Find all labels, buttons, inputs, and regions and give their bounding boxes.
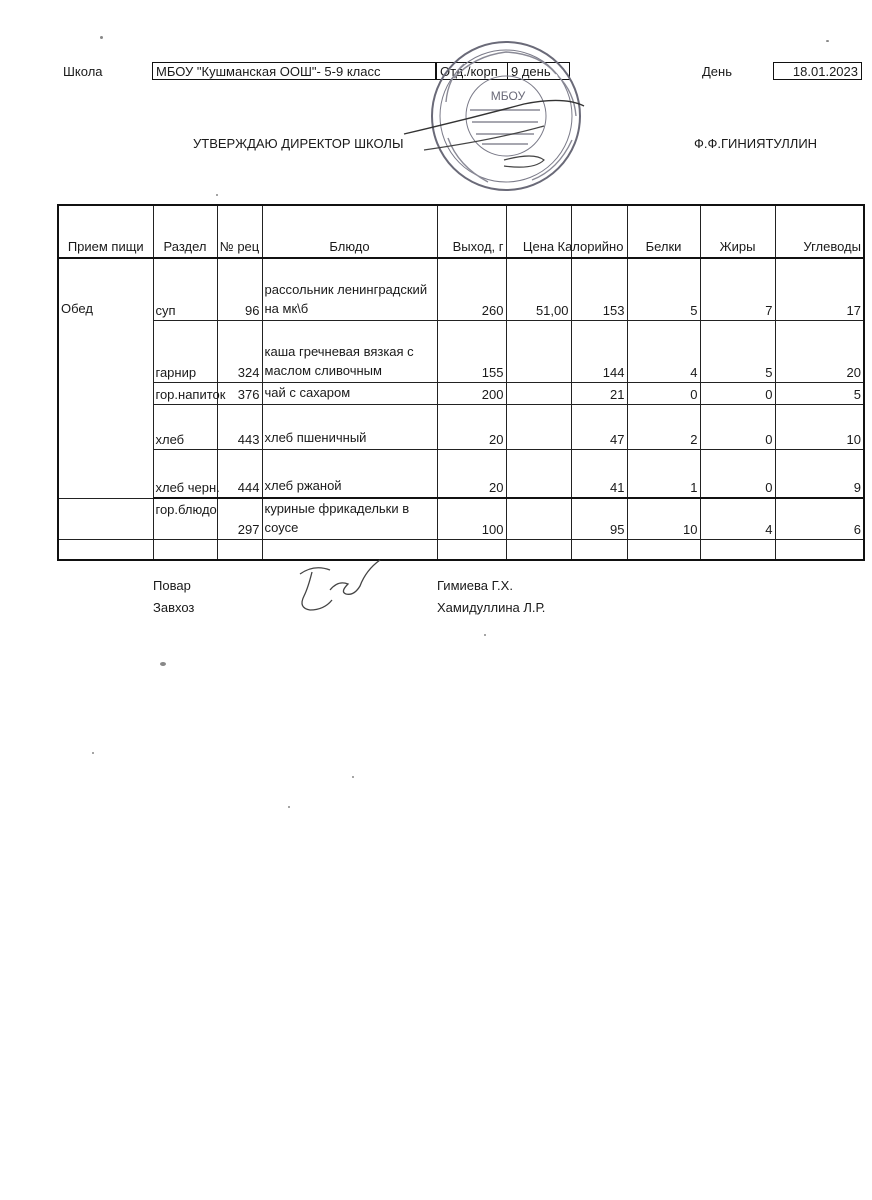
table-row: [58, 382, 864, 404]
yield-cell: 20: [437, 449, 506, 498]
recipe-cell: 324: [217, 320, 262, 382]
meal-cell: Обед: [58, 258, 153, 498]
menu-table: [57, 204, 865, 561]
date-field: 18.01.2023: [773, 62, 862, 80]
approval-text: УТВЕРЖДАЮ ДИРЕКТОР ШКОЛЫ: [193, 136, 404, 151]
fat-cell: 0: [700, 404, 775, 449]
header-recipe: № рец: [217, 205, 262, 258]
price-cell: [506, 404, 571, 449]
section-cell: суп: [153, 258, 217, 320]
price-cell: 51,00: [506, 258, 571, 320]
table-row: [58, 449, 864, 498]
price-cell: [506, 382, 571, 404]
fat-cell: 5: [700, 320, 775, 382]
scan-speck: [92, 752, 94, 754]
scan-speck: [826, 40, 829, 42]
dish-cell: чай с сахаром: [262, 382, 437, 404]
day-label: День: [702, 64, 732, 79]
header-protein: Белки: [627, 205, 700, 258]
meal-cell-empty: [58, 498, 153, 540]
section-cell: хлеб черн.: [153, 449, 217, 498]
table-row: [58, 320, 864, 382]
scan-speck: [352, 776, 354, 778]
cook-name: Гимиева Г.Х.: [437, 578, 513, 593]
fat-cell: 0: [700, 449, 775, 498]
dish-cell: рассольник ленинградский на мк\б: [262, 258, 437, 320]
fat-cell: 0: [700, 382, 775, 404]
section-cell: гор.напиток: [153, 382, 217, 404]
table-row: [58, 258, 864, 320]
protein-cell: 1: [627, 449, 700, 498]
school-stamp: [424, 38, 584, 198]
protein-cell: 2: [627, 404, 700, 449]
dish-cell: каша гречневая вязкая с маслом сливочным: [262, 320, 437, 382]
recipe-cell: 444: [217, 449, 262, 498]
table-row-empty: [58, 540, 864, 560]
section-cell: гарнир: [153, 320, 217, 382]
manager-label: Завхоз: [153, 600, 195, 615]
price-cell: [506, 449, 571, 498]
scan-speck: [216, 194, 218, 196]
yield-cell: 100: [437, 498, 506, 540]
header-section: Раздел: [153, 205, 217, 258]
carbs-cell: 9: [775, 449, 864, 498]
table-row: [58, 404, 864, 449]
yield-cell: 20: [437, 404, 506, 449]
protein-cell: 0: [627, 382, 700, 404]
yield-cell: 260: [437, 258, 506, 320]
manager-name: Хамидуллина Л.Р.: [437, 600, 546, 615]
cook-signature: [290, 560, 390, 612]
yield-cell: 200: [437, 382, 506, 404]
recipe-cell: 376: [217, 382, 262, 404]
stamp-center-text: МБОУ: [490, 89, 526, 103]
recipe-cell: 96: [217, 258, 262, 320]
recipe-cell: 297: [217, 498, 262, 540]
cook-label: Повар: [153, 578, 191, 593]
header-price: Цена: [506, 205, 571, 258]
dish-cell: куриные фрикадельки в соусе: [262, 498, 437, 540]
header-fat: Жиры: [700, 205, 775, 258]
dept-value: 9 день: [507, 63, 551, 79]
header-dish: Блюдо: [262, 205, 437, 258]
price-cell: [506, 320, 571, 382]
recipe-cell: 443: [217, 404, 262, 449]
fat-cell: 4: [700, 498, 775, 540]
header-meal: Прием пищи: [58, 205, 153, 258]
protein-cell: 4: [627, 320, 700, 382]
carbs-cell: 5: [775, 382, 864, 404]
calories-cell: 47: [571, 404, 627, 449]
calories-cell: 95: [571, 498, 627, 540]
protein-cell: 10: [627, 498, 700, 540]
director-name: Ф.Ф.ГИНИЯТУЛЛИН: [694, 136, 818, 151]
calories-cell: 144: [571, 320, 627, 382]
table-row: [58, 498, 864, 540]
price-cell: [506, 498, 571, 540]
carbs-cell: 20: [775, 320, 864, 382]
scan-speck: [100, 36, 103, 39]
calories-cell: 153: [571, 258, 627, 320]
dish-cell: хлеб пшеничный: [262, 404, 437, 449]
scan-speck: [160, 662, 166, 666]
scan-speck: [484, 634, 486, 636]
yield-cell: 155: [437, 320, 506, 382]
carbs-cell: 10: [775, 404, 864, 449]
header-yield: Выход, г: [437, 205, 506, 258]
table-header-row: [58, 205, 864, 258]
header-calories: Калорийно: [571, 205, 627, 258]
header-carbs: Углеводы: [775, 205, 864, 258]
carbs-cell: 17: [775, 258, 864, 320]
section-cell: гор.блюдо: [153, 498, 217, 540]
dept-label: Отд./корп: [440, 64, 498, 79]
protein-cell: 5: [627, 258, 700, 320]
carbs-cell: 6: [775, 498, 864, 540]
school-field: МБОУ "Кушманская ООШ"- 5-9 класс: [152, 62, 436, 80]
scan-speck: [288, 806, 290, 808]
section-cell: хлеб: [153, 404, 217, 449]
school-label: Школа: [63, 64, 103, 79]
calories-cell: 21: [571, 382, 627, 404]
calories-cell: 41: [571, 449, 627, 498]
dish-cell: хлеб ржаной: [262, 449, 437, 498]
fat-cell: 7: [700, 258, 775, 320]
